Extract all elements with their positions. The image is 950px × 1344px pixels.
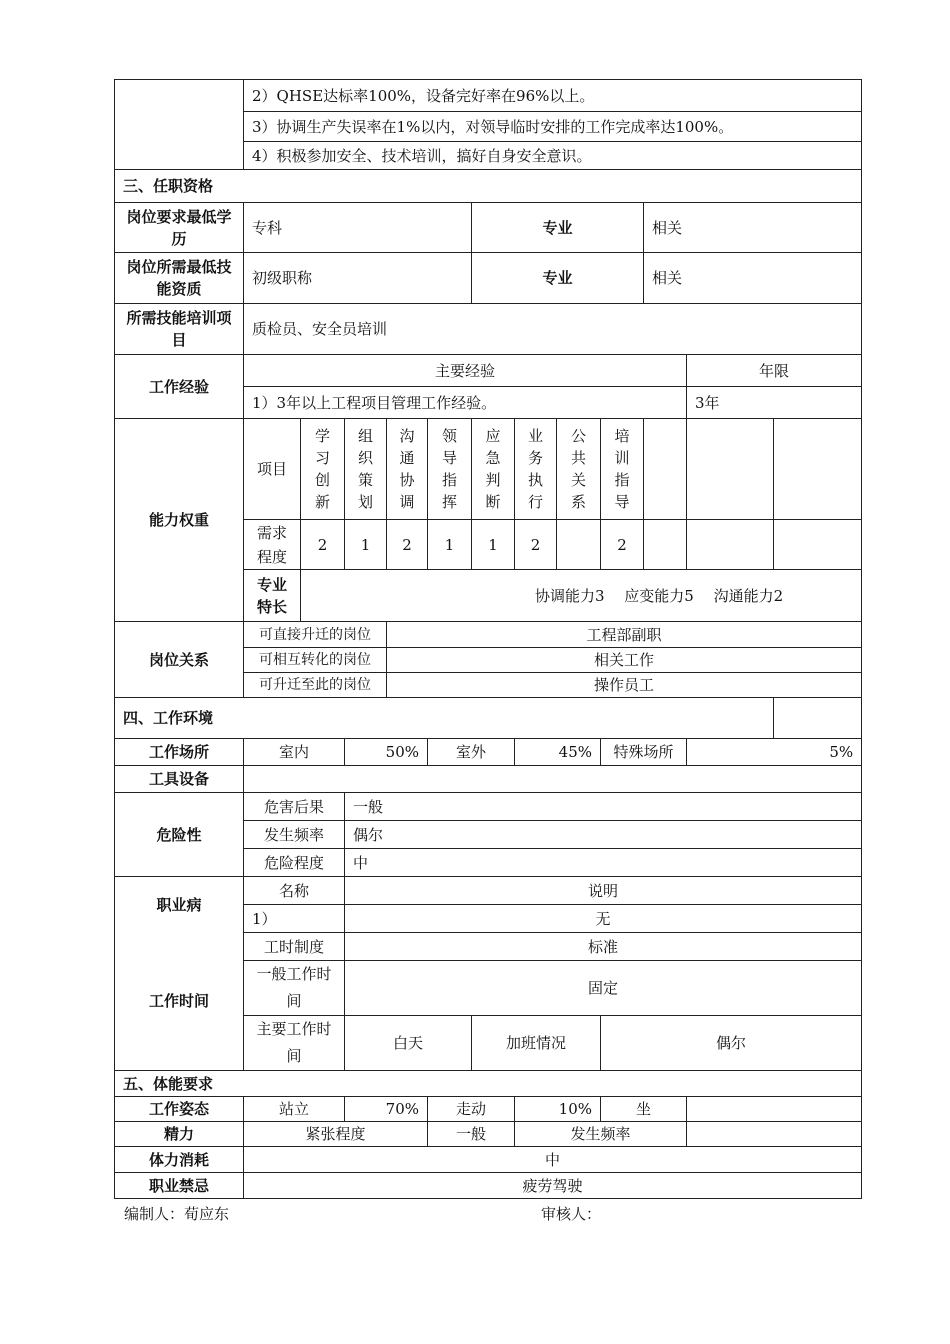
section-heading: 四、工作环境 xyxy=(115,698,774,739)
ability-empty-cell xyxy=(687,520,774,570)
relations-label: 岗位关系 xyxy=(115,622,244,698)
duty-item: 4）积极参加安全、技术培训，搞好自身安全意识。 xyxy=(244,142,862,170)
ability-item: 沟 通 协 调 xyxy=(387,419,428,520)
education-label: 岗位要求最低学历 xyxy=(115,203,244,253)
specialty-value: 协调能力3 应变能力5 沟通能力2 xyxy=(301,570,862,622)
ability-empty-cell xyxy=(774,419,862,520)
duty-item: 3）协调生产失误率在1%以内，对领导临时安排的工作完成率达100%。 xyxy=(244,112,862,142)
worktime-label: 工作时间 xyxy=(115,933,244,1071)
danger-key: 发生频率 xyxy=(244,821,345,849)
worktime-main-value: 白天 xyxy=(345,1016,472,1071)
sit-pct xyxy=(687,1097,862,1122)
ability-level: 1 xyxy=(472,520,515,570)
experience-years: 3年 xyxy=(687,387,862,419)
relation-key: 可直接升迁的岗位 xyxy=(244,622,387,648)
major-value: 相关 xyxy=(644,203,862,253)
empty-cell xyxy=(774,698,862,739)
stand-label: 站立 xyxy=(244,1097,345,1122)
disease-col-name: 名称 xyxy=(244,877,345,905)
ability-item: 学 习 创 新 xyxy=(301,419,345,520)
major-label: 专业 xyxy=(472,253,644,304)
ability-item: 领 导 指 挥 xyxy=(428,419,472,520)
tension-label: 紧张程度 xyxy=(244,1122,428,1147)
ability-label: 能力权重 xyxy=(115,419,244,622)
ability-item: 业 务 执 行 xyxy=(515,419,557,520)
danger-key: 危险程度 xyxy=(244,849,345,877)
ability-level xyxy=(557,520,601,570)
ability-level: 2 xyxy=(387,520,428,570)
author-line: 编制人：荀应东 xyxy=(124,1205,230,1223)
physical-value: 中 xyxy=(244,1147,862,1173)
education-value: 专科 xyxy=(244,203,472,253)
experience-label: 工作经验 xyxy=(115,355,244,419)
job-description-table xyxy=(114,79,862,1199)
walk-pct: 10% xyxy=(515,1097,601,1122)
experience-col-years: 年限 xyxy=(687,355,862,387)
specialty-label: 专业特长 xyxy=(244,570,301,622)
disease-item: 1） xyxy=(244,905,345,933)
outdoor-label: 室外 xyxy=(428,739,515,766)
danger-value: 偶尔 xyxy=(345,821,862,849)
relation-value: 相关工作 xyxy=(387,648,862,673)
worktime-general-label: 一般工作时间 xyxy=(244,961,345,1016)
worktime-general-value: 固定 xyxy=(345,961,862,1016)
special-pct: 5% xyxy=(687,739,862,766)
disease-desc: 无 xyxy=(345,905,862,933)
tools-label: 工具设备 xyxy=(115,766,244,793)
experience-item: 1）3年以上工程项目管理工作经验。 xyxy=(244,387,687,419)
duties-label-cell xyxy=(115,80,244,170)
ability-item: 公 共 关 系 xyxy=(557,419,601,520)
danger-value: 中 xyxy=(345,849,862,877)
overtime-label: 加班情况 xyxy=(472,1016,601,1071)
ability-level: 2 xyxy=(515,520,557,570)
ability-item: 组 织 策 划 xyxy=(345,419,387,520)
ability-row-label: 项目 xyxy=(244,419,301,520)
disease-label: 职业病 xyxy=(115,877,244,933)
danger-value: 一般 xyxy=(345,793,862,821)
skill-level-label: 岗位所需最低技能资质 xyxy=(115,253,244,304)
skill-level-value: 初级职称 xyxy=(244,253,472,304)
freq-label: 发生频率 xyxy=(515,1122,687,1147)
taboo-label: 职业禁忌 xyxy=(115,1173,244,1199)
major-label: 专业 xyxy=(472,203,644,253)
relation-key: 可相互转化的岗位 xyxy=(244,648,387,673)
outdoor-pct: 45% xyxy=(515,739,601,766)
overtime-value: 偶尔 xyxy=(601,1016,862,1071)
stand-pct: 70% xyxy=(345,1097,428,1122)
ability-level: 1 xyxy=(345,520,387,570)
relation-value: 操作员工 xyxy=(387,673,862,698)
danger-label: 危险性 xyxy=(115,793,244,877)
indoor-label: 室内 xyxy=(244,739,345,766)
relation-value: 工程部副职 xyxy=(387,622,862,648)
experience-col-main: 主要经验 xyxy=(244,355,687,387)
section-heading: 三、任职资格 xyxy=(115,170,862,203)
walk-label: 走动 xyxy=(428,1097,515,1122)
posture-label: 工作姿态 xyxy=(115,1097,244,1122)
training-label: 所需技能培训项目 xyxy=(115,304,244,355)
indoor-pct: 50% xyxy=(345,739,428,766)
danger-key: 危害后果 xyxy=(244,793,345,821)
sit-label: 坐 xyxy=(601,1097,687,1122)
relation-key: 可升迁至此的岗位 xyxy=(244,673,387,698)
tension-value: 一般 xyxy=(428,1122,515,1147)
major-value: 相关 xyxy=(644,253,862,304)
ability-empty-cell xyxy=(644,419,687,520)
ability-empty-cell xyxy=(774,520,862,570)
tools-value xyxy=(244,766,862,793)
worktime-system-label: 工时制度 xyxy=(244,933,345,961)
ability-item: 培 训 指 导 xyxy=(601,419,644,520)
disease-col-desc: 说明 xyxy=(345,877,862,905)
taboo-value: 疲劳驾驶 xyxy=(244,1173,862,1199)
physical-label: 体力消耗 xyxy=(115,1147,244,1173)
reviewer-line: 审核人： xyxy=(541,1205,602,1223)
ability-row-label: 需求程度 xyxy=(244,520,301,570)
training-value: 质检员、安全员培训 xyxy=(244,304,862,355)
worktime-system-value: 标准 xyxy=(345,933,862,961)
ability-item: 应 急 判 断 xyxy=(472,419,515,520)
workplace-label: 工作场所 xyxy=(115,739,244,766)
section-heading: 五、体能要求 xyxy=(115,1071,862,1097)
ability-empty-cell xyxy=(687,419,774,520)
special-label: 特殊场所 xyxy=(601,739,687,766)
freq-value xyxy=(687,1122,862,1147)
ability-level: 2 xyxy=(601,520,644,570)
ability-empty-cell xyxy=(644,520,687,570)
ability-level: 1 xyxy=(428,520,472,570)
duty-item: 2）QHSE达标率100%，设备完好率在96%以上。 xyxy=(244,80,862,112)
ability-level: 2 xyxy=(301,520,345,570)
energy-label: 精力 xyxy=(115,1122,244,1147)
worktime-main-label: 主要工作时间 xyxy=(244,1016,345,1071)
